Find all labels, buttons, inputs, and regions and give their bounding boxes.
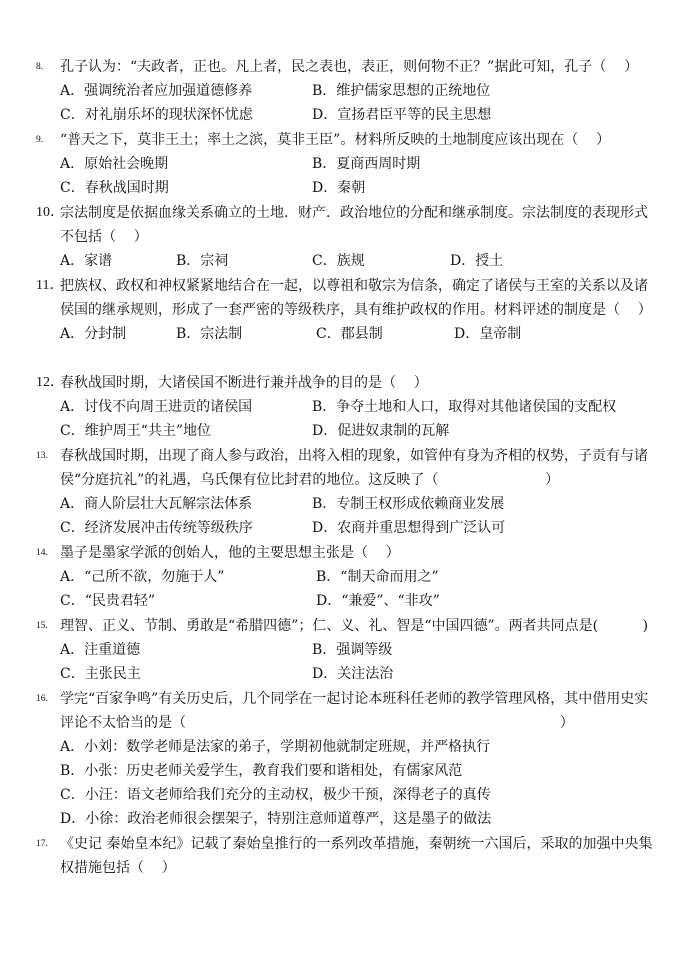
question-number: 16. <box>36 694 48 704</box>
options-row <box>36 152 656 176</box>
option-c[interactable]: C．小汪：语文老师给我们充分的主动权，极少干预，深得老子的真传 <box>60 787 491 803</box>
option-c[interactable]: C．经济发展冲击传统等级秩序 <box>60 520 253 536</box>
option-d[interactable]: D．关注法治 <box>312 666 394 682</box>
question-number: 15. <box>36 621 48 631</box>
options-row <box>36 249 656 273</box>
option-c[interactable]: C．春秋战国时期 <box>60 180 169 196</box>
option-d[interactable]: D．“兼爱”、“非攻” <box>316 593 440 609</box>
option-a[interactable]: A．讨伐不向周王进贡的诸侯国 <box>60 399 253 415</box>
question-15 <box>36 614 656 686</box>
option-b[interactable]: B．争夺土地和人口，取得对其他诸侯国的支配权 <box>312 399 617 415</box>
question-stem: 春秋战国时期，大诸侯国不断进行兼并战争的目的是（ ） <box>60 375 428 391</box>
option-a[interactable]: A．小刘：数学老师是法家的弟子，学期初他就制定班规，并严格执行 <box>60 739 491 755</box>
question-number: 9. <box>36 135 44 145</box>
option-b[interactable]: B．专制王权形成依赖商业发展 <box>312 496 505 512</box>
question-number: 13. <box>36 451 48 461</box>
option-c[interactable]: C．对礼崩乐坏的现状深怀忧虑 <box>60 107 253 123</box>
question-12 <box>36 371 656 443</box>
options-row <box>36 565 656 589</box>
option-c[interactable]: C．维护周王“共主”地位 <box>60 423 212 439</box>
option-d[interactable]: D．秦朝 <box>312 180 366 196</box>
options-row <box>36 492 656 516</box>
options-row <box>36 103 656 127</box>
question-stem: 孔子认为：“夫政者，正也。凡上者，民之表也，表正，则何物不正？”据此可知，孔子（ ） <box>60 59 639 75</box>
question-9 <box>36 128 656 200</box>
options-row <box>36 662 656 686</box>
question-stem: 把族权、政权和神权紧紧地结合在一起，以尊祖和敬宗为信条，确定了诸侯与王室的关系以及诸侯国的继承规则，形成了一套严密的等级秩序，具有维护政权的作用。材料评述的制度是（ ） <box>60 278 652 318</box>
question-11 <box>36 274 656 346</box>
options-row <box>36 419 656 443</box>
options-row <box>36 759 656 783</box>
option-a[interactable]: A．注重道德 <box>60 642 141 658</box>
question-16 <box>36 687 656 831</box>
option-b[interactable]: B．维护儒家思想的正统地位 <box>312 83 491 99</box>
option-b[interactable]: B．“制天命而用之” <box>316 569 439 585</box>
option-a[interactable]: A．强调统治者应加强道德修养 <box>60 83 253 99</box>
question-stem: “普天之下，莫非王土；率土之滨，莫非王臣”。材料所反映的土地制度应该出现在（ ） <box>60 132 611 148</box>
question-10 <box>36 201 656 273</box>
question-number: 17. <box>36 839 48 849</box>
option-a[interactable]: A．“己所不欲，勿施于人” <box>60 569 225 585</box>
question-number: 14. <box>36 548 48 558</box>
option-d[interactable]: D．宣扬君臣平等的民主思想 <box>312 107 492 123</box>
question-stem: 墨子是墨家学派的创始人，他的主要思想主张是（ ） <box>60 545 400 561</box>
option-d[interactable]: D．皇帝制 <box>454 326 522 342</box>
option-c[interactable]: C．族规 <box>312 253 365 269</box>
option-d[interactable]: D．授土 <box>450 253 504 269</box>
option-d[interactable]: D．促进奴隶制的瓦解 <box>312 423 450 439</box>
options-row <box>36 589 656 613</box>
options-row <box>36 735 656 759</box>
option-b[interactable]: B．夏商西周时期 <box>312 156 421 172</box>
question-stem: 春秋战国时期，出现了商人参与政治，出将入相的现象，如管仲有身为齐相的权势，子贡有与诸侯“分庭抗礼”的礼遇，乌氏倮有位比封君的地位。这反映了（ ） <box>60 448 648 488</box>
option-a[interactable]: A．原始社会晚期 <box>60 156 169 172</box>
question-number: 11． <box>36 278 64 293</box>
question-stem: 《史记 秦始皇本纪》记载了秦始皇推行的一系列改革措施，秦朝统一六国后，采取的加强中央集权措施包括（ ） <box>60 836 653 876</box>
option-b[interactable]: B．宗祠 <box>176 253 229 269</box>
options-row <box>36 79 656 103</box>
options-row <box>36 176 656 200</box>
option-c[interactable]: C．主张民主 <box>60 666 141 682</box>
question-8 <box>36 55 656 127</box>
option-b[interactable]: B．小张：历史老师关爱学生，教育我们要和谐相处，有儒家风范 <box>60 763 463 779</box>
question-number: 8. <box>36 62 44 72</box>
question-number: 10． <box>36 205 64 220</box>
options-row <box>36 322 656 346</box>
question-number: 12． <box>36 375 64 390</box>
options-row <box>36 395 656 419</box>
option-a[interactable]: A．商人阶层壮大瓦解宗法体系 <box>60 496 253 512</box>
option-b[interactable]: B．宗法制 <box>176 326 243 342</box>
option-d[interactable]: D．农商并重思想得到广泛认可 <box>312 520 506 536</box>
question-14 <box>36 541 656 613</box>
options-row <box>36 638 656 662</box>
question-stem: 宗法制度是依据血缘关系确立的土地．财产．政治地位的分配和继承制度。宗法制度的表现形式不包括（ ） <box>60 205 648 245</box>
options-row <box>36 783 656 807</box>
question-stem: 学完“百家争鸣”有关历史后，几个同学在一起讨论本班科任老师的教学管理风格，其中借用史实评论不太恰当的是（ ） <box>60 691 649 731</box>
question-stem: 理智、正义、节制、勇敢是“希腊四德”；仁、义、礼、智是“中国四德”。两者共同点是( ) <box>60 618 649 634</box>
option-b[interactable]: B．强调等级 <box>312 642 393 658</box>
option-c[interactable]: C．“民贵君轻” <box>60 593 156 609</box>
options-row <box>36 516 656 540</box>
question-13 <box>36 444 656 540</box>
option-c[interactable]: C．郡县制 <box>316 326 383 342</box>
options-row <box>36 807 656 831</box>
option-a[interactable]: A．家谱 <box>60 253 113 269</box>
option-d[interactable]: D．小徐：政治老师很会摆架子，特别注意师道尊严，这是墨子的做法 <box>60 811 492 827</box>
option-a[interactable]: A．分封制 <box>60 326 127 342</box>
question-17 <box>36 832 656 880</box>
